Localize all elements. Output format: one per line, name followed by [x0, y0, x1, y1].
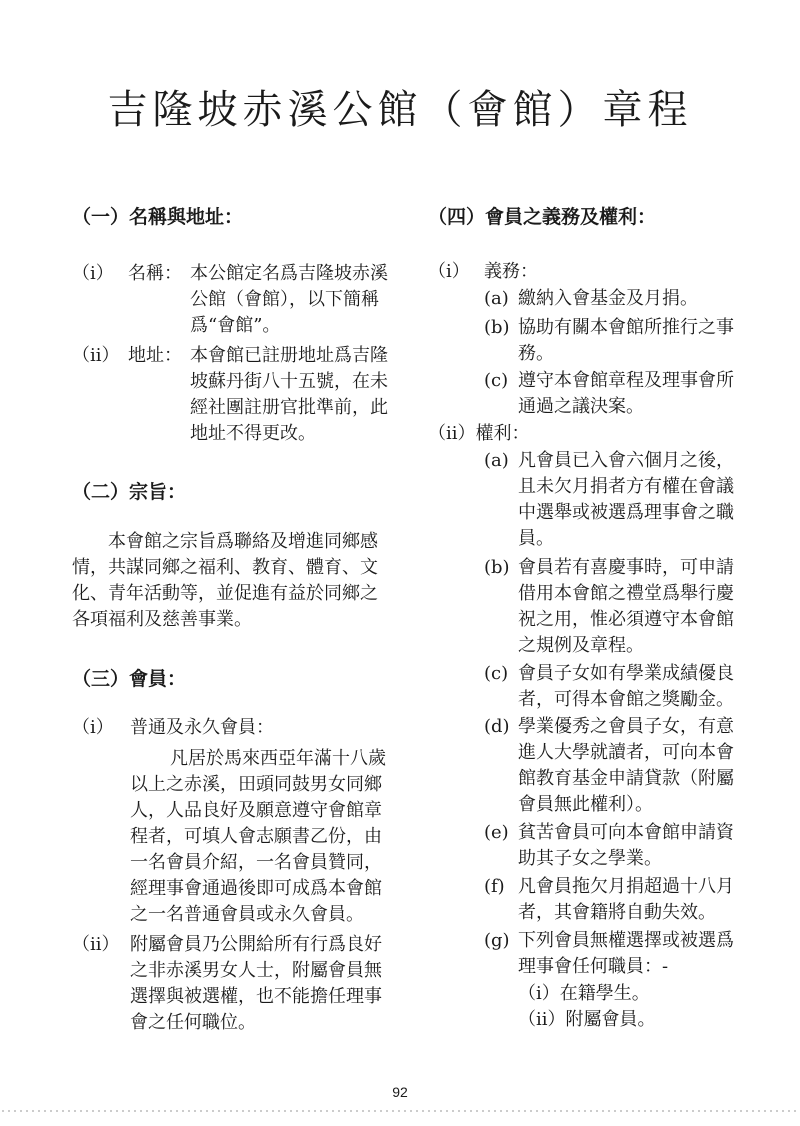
text-line: 附屬會員乃公開給所有行爲良好 — [130, 934, 382, 955]
text-line: 坡蘇丹街八十五號，在未 — [190, 371, 388, 392]
text-line: 助其子女之學業。 — [518, 848, 662, 869]
text-line: 中選舉或被選爲理事會之職 — [518, 502, 734, 523]
text-line: 經理事會通過後即可成爲本會館 — [130, 878, 382, 899]
sub-mark: (b) — [484, 557, 510, 578]
text-line: 者，其會籍將自動失效。 — [518, 902, 716, 923]
text-line: 程者，可填人會志願書乙份，由 — [130, 826, 382, 847]
text-line: 理事會任何職員：- — [518, 956, 669, 977]
text-line: 下列會員無權選擇或被選爲 — [518, 930, 734, 951]
text-line: 之非赤溪男女人士，附屬會員無 — [130, 960, 382, 981]
section-3-heading: （三）會員： — [72, 668, 187, 690]
text-line: 本會館之宗旨爲聯絡及增進同鄉感 — [108, 531, 378, 552]
text-line: 凡會員拖欠月捐超過十八月 — [518, 876, 734, 897]
item-mark: （ⅱ） — [72, 934, 120, 955]
item-title: 普通及永久會員： — [130, 717, 274, 738]
text-line: 貧苦會員可向本會館申請資 — [518, 822, 734, 843]
section-1-heading: （一）名稱與地址： — [72, 206, 244, 228]
text-line: 凡會員已入會六個月之後， — [518, 450, 734, 471]
text-line: 化、青年活動等，並促進有益於同鄉之 — [72, 583, 378, 604]
text-line: 以上之赤溪，田頭同鼓男女同鄉 — [130, 774, 382, 795]
text-line: 學業優秀之會員子女，有意 — [518, 716, 734, 737]
text-line: 協助有關本會館所推行之事 — [518, 317, 734, 338]
text-line: 之一名普通會員或永久會員。 — [130, 904, 364, 925]
item-mark: （ⅰ） — [72, 263, 114, 284]
item-label: 地址： — [128, 345, 182, 366]
item-mark: （ⅱ） — [72, 345, 120, 366]
item-label: 名稱： — [128, 263, 182, 284]
text-line: 本公館定名爲吉隆坡赤溪 — [190, 263, 388, 284]
item-mark: （ⅰ） — [72, 717, 114, 738]
text-line: 遵守本會館章程及理事會所 — [518, 370, 734, 391]
rights-title: （ⅱ）權利： — [428, 423, 530, 444]
text-line: 一名會員介紹，一名會員贊同， — [130, 852, 382, 873]
text-line: 各項福利及慈善事業。 — [72, 609, 252, 630]
sub-mark: (f) — [484, 876, 505, 897]
item-title: 義務： — [484, 261, 538, 282]
sub-mark: (a) — [484, 288, 509, 309]
text-line: 進人大學就讀者，可向本會 — [518, 742, 734, 763]
text-line: 祝之用，惟必須遵守本會館 — [518, 609, 734, 630]
text-line: 情，共謀同鄉之福利、教育、體育、文 — [72, 557, 378, 578]
section-2-heading: （二）宗旨： — [72, 481, 187, 503]
text-line: 會員無此權利）。 — [518, 794, 653, 815]
text-line: 者，可得本會館之獎勵金。 — [518, 689, 734, 710]
text-line: 地址不得更改。 — [190, 423, 316, 444]
sub-mark: (b) — [484, 317, 510, 338]
sub-mark: (e) — [484, 822, 509, 843]
text-line: 之規例及章程。 — [518, 635, 644, 656]
item-mark: （ⅰ） — [428, 261, 470, 282]
text-line: 公館（會館），以下簡稱 — [190, 289, 379, 310]
section-4-heading: （四）會員之義務及權利： — [428, 206, 657, 228]
sub-mark: (c) — [484, 663, 509, 684]
sub-item: （ⅰ）在籍學生。 — [518, 983, 650, 1004]
sub-mark: (c) — [484, 370, 509, 391]
sub-mark: (a) — [484, 450, 509, 471]
text-line: 會之任何職位。 — [130, 1012, 256, 1033]
sub-item: （ⅱ）附屬會員。 — [518, 1009, 656, 1030]
sub-mark: (g) — [484, 930, 510, 951]
page-number: 92 — [392, 1084, 408, 1100]
text-line: 會員若有喜慶事時，可申請 — [518, 557, 734, 578]
text-line: 經社團註册官批準前，此 — [190, 397, 388, 418]
page-title: 吉隆坡赤溪公館（會館）章程 — [107, 87, 693, 133]
scan-edge-dots — [0, 1110, 800, 1112]
sub-mark: (d) — [484, 716, 510, 737]
text-line: 繳納入會基金及月捐。 — [518, 288, 698, 309]
text-line: 務。 — [518, 343, 554, 364]
text-line: 凡居於馬來西亞年滿十八歲 — [170, 748, 386, 769]
text-line: 員。 — [518, 528, 554, 549]
text-line: 本會館已註册地址爲吉隆 — [190, 345, 388, 366]
text-line: 通過之議決案。 — [518, 396, 644, 417]
text-line: 借用本會館之禮堂爲舉行慶 — [518, 583, 734, 604]
text-line: 館教育基金申請貸款（附屬 — [518, 768, 734, 789]
text-line: 選擇與被選權，也不能擔任理事 — [130, 986, 382, 1007]
text-line: 爲“會館”。 — [190, 315, 281, 336]
text-line: 人，人品良好及願意遵守會館章 — [130, 800, 382, 821]
text-line: 會員子女如有學業成績優良 — [518, 663, 734, 684]
text-line: 且未欠月捐者方有權在會議 — [518, 476, 734, 497]
